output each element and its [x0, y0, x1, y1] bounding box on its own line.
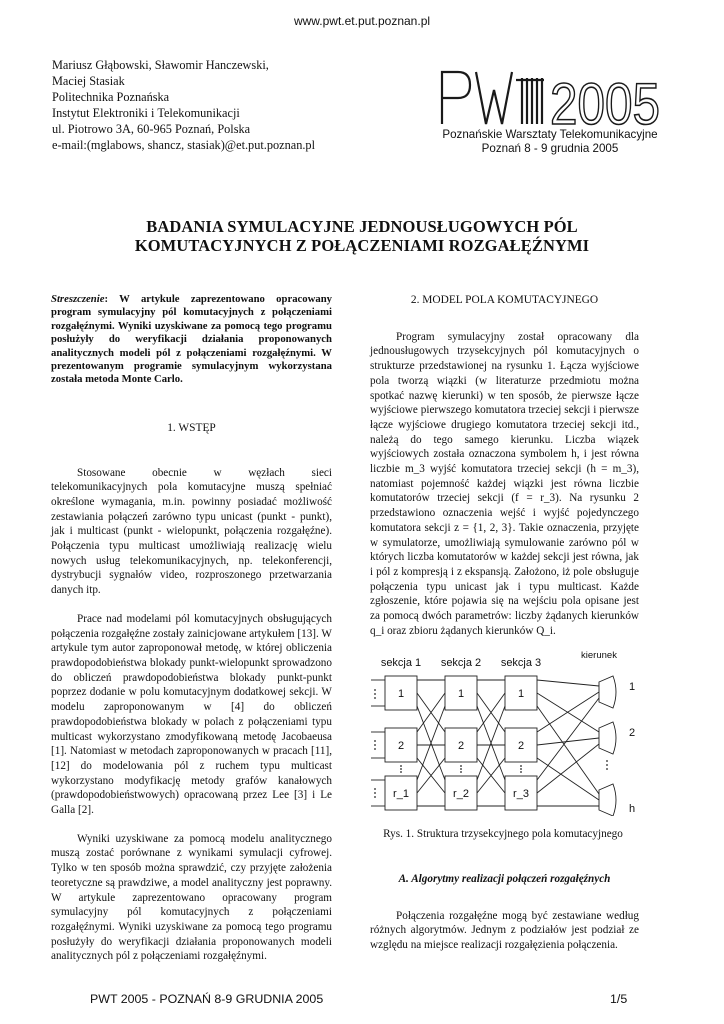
- section-label: sekcja 1: [380, 657, 422, 670]
- figure-switching-network: [367, 646, 639, 841]
- author-names: Mariusz Głąbowski, Sławomir Hanczewski,: [52, 58, 269, 72]
- conference-date: Poznań 8 - 9 grudnia 2005: [481, 142, 619, 155]
- switch-label: 2: [397, 740, 405, 753]
- footer-conference: PWT 2005 - POZNAŃ 8-9 GRUDNIA 2005: [90, 992, 324, 1006]
- pwt-logo-letters: [442, 72, 544, 124]
- affiliation-institute: Instytut Elektroniki i Telekomunikacji: [52, 106, 240, 120]
- email: e-mail:(mglabows, shancz, stasiak)@et.put.poznan.pl: [52, 138, 315, 152]
- abstract-label: Streszczenie: [51, 293, 105, 305]
- switch-label: 2: [517, 740, 525, 753]
- logo-letter-w: [476, 72, 512, 124]
- site-url[interactable]: www.pwt.et.put.poznan.pl: [293, 14, 431, 28]
- subsection-heading-algorithms: A. Algorytmy realizacji połączeń rozgałęźnych: [398, 872, 611, 885]
- section-label: sekcja 3: [500, 657, 542, 670]
- affiliation-university: Politechnika Poznańska: [52, 90, 170, 104]
- page-number: 1/5: [610, 992, 628, 1006]
- direction-cone: [599, 676, 616, 708]
- section-label: sekcja 2: [440, 657, 482, 670]
- output-links: [537, 680, 599, 806]
- direction-label: kierunek: [581, 650, 617, 662]
- paragraph: Połączenia rozgałęźne mogą być zestawiane według różnych algorytmów. Jednym z podziałów jest podział ze względu na miejsce realizacji rozgałęzienia połączenia.: [370, 909, 639, 951]
- logo-year: 2005: [550, 72, 660, 128]
- address: ul. Piotrowo 3A, 60-965 Poznań, Polska: [52, 122, 251, 136]
- section-heading-introduction: 1. WSTĘP: [167, 421, 216, 434]
- section-heading-model: 2. MODEL POLA KOMUTACYJNEGO: [410, 294, 599, 306]
- switch-label: 1: [457, 688, 465, 701]
- paragraph: Stosowane obecnie w węzłach sieci telekomunikacyjnych pola komutacyjne muszą spełniać określone wymagania, m.in. powinny posiadać możliwość zestawiania połączeń zarówno typu unicast (punkt - punkt), jak i multicast (punkt - wielopunkt, połączenia rozgałęźne). Połączenia typu multicast umożliwiają realizację wielu nowych usług telekomunikacyjnych, np. telekonferencji, dystrybucji sygnałów video, rozproszonego przetwarzania danych itp.: [51, 466, 332, 597]
- title-line-1: BADANIA SYMULACYJNE JEDNOUSŁUGOWYCH PÓL: [146, 217, 578, 236]
- paper-title: [30, 217, 694, 255]
- pwt-logo-graphic: [436, 66, 662, 128]
- direction-number: h: [629, 803, 636, 816]
- paragraph: Program symulacyjny został opracowany dla jednousługowych trzysekcyjnych pól komutacyjnych o strukturze przedstawionej na rysunku 1. Łącza wyjściowe pola tworzą wiązki (w literaturze przedmiotu można spotkać nazwę kierunki) w ten sposób, że pierwsze łącze wyjściowe pierwszego komutatora trzeciej sekcji i pierwsze łącze wyjściowe drugiego komutatora trzeciej sekcji itd., należą do tego samego kierunku. Liczba wiązek wyjściowych została oznaczona symbolem h, i jest równa liczbie m_3 wyjść komutatora trzeciej sekcji (h = m_3), natomiast pojemność każdej wiązki jest równa liczbie komutatorów trzeciej sekcji (f = r_3). Na rysunku 2 przedstawiono oznaczenia wejść i wyjść pojedynczego komutatora sekcji z = {1, 2, 3}. Takie oznaczenia, przyjęte w symulatorze, umożliwiają symulowanie zarówno pól w których liczba komutatorów w każdej sekcji jest równa, jak i pól z kompresją i z ekspansją. Założono, iż pole obsługuje połączenia typu unicast jak i typu multicast. Każde zgłoszenie, które pojawia się na wejściu pola opisane jest za pomocą dwóch parametrów: liczby żądanych kierunków q_i oraz zbioru żądanych kierunków Q_i.: [370, 330, 639, 637]
- right-column: [370, 293, 639, 953]
- paragraph: Prace nad modelami pól komutacyjnych obsługujących połączenia rozgałęźne zostały zainicjowane artykułem [13]. W artykule tym autor zaproponował metodę, w której obliczenia prawdopodobieństwa blokady punkt-wielopunkt sprowadzono do obliczeń prawdopodobieństwa blokady punkt-punkt poprzez dodanie w polu komutacyjnym dodatkowej sekcji. W modelu zaproponowanym w [4] do obliczeń prawdopodobieństwa blokady w polach z połączeniami typu multicast wykorzystano zmodyfikowaną metodę Jacobaeusa [1]. Natomiast w metodach zaproponowanych w pracach [11], [12] do modelowania pól z ruchem typu multicast wykorzystano modyfikację metody grafów kanałowych (prawdopodobieństwowych) opracowaną przez Lee [3] i Le Galla [2].: [51, 612, 332, 817]
- pwt-logo: [436, 66, 662, 128]
- direction-number: 1: [629, 681, 636, 694]
- direction-cone: [599, 784, 616, 816]
- interstage-links-1-2: [417, 680, 445, 806]
- author-names-cont: Maciej Stasiak: [52, 74, 125, 88]
- direction-cone: [599, 722, 616, 754]
- switch-label: r_3: [513, 788, 529, 801]
- switching-network-diagram: [367, 646, 639, 816]
- switch-label: 2: [457, 740, 465, 753]
- switch-label: r_1: [393, 788, 409, 801]
- interstage-links-2-3: [477, 680, 505, 806]
- direction-number: 2: [629, 727, 636, 740]
- title-line-2: KOMUTACYJNYCH Z POŁĄCZENIAMI ROZGAŁĘŹNYMI: [134, 236, 590, 255]
- conference-name: [425, 128, 675, 156]
- switch-label: 1: [397, 688, 405, 701]
- switch-label: 1: [517, 688, 525, 701]
- switch-label: r_2: [453, 788, 469, 801]
- figure-caption: Rys. 1. Struktura trzysekcyjnego pola komutacyjnego: [383, 828, 623, 841]
- conference-title: Poznańskie Warsztaty Telekomunikacyjne: [442, 128, 658, 141]
- paragraph: Wyniki uzyskiwane za pomocą modelu analitycznego muszą zostać porównane z wynikami symulacji cyfrowej. Tylko w ten sposób można sprawdzić, czy przyjęte założenia teoretyczne są prawdziwe, a model analityczny jest poprawny. W artykule zaprezentowano opracowany program symulacyjny pól komutacyjnych z połączeniami rozgałęźnymi. Wyniki uzyskiwane za pomocą tego programu posłużyły do weryfikacji działania proponowanych modeli analitycznych pól z połączeniami rozgałęźnymi.: [51, 832, 332, 963]
- logo-letter-p: [442, 72, 470, 124]
- abstract: [51, 293, 332, 387]
- left-column: [51, 293, 332, 964]
- input-links: [371, 680, 385, 806]
- author-block: [52, 57, 352, 153]
- abstract-text: : W artykule zaprezentowano opracowany program symulacyjny pól komutacyjnych z połączeniami rozgałęźnymi. Wyniki uzyskiwane za pomocą tego programu posłużyły do weryfikacji działania proponowanych analitycznych modeli pól z połączeniami rozgałęźnymi. W prezentowanym programie symulacyjnym wykorzystana została metoda Monte Carlo.: [51, 293, 332, 386]
